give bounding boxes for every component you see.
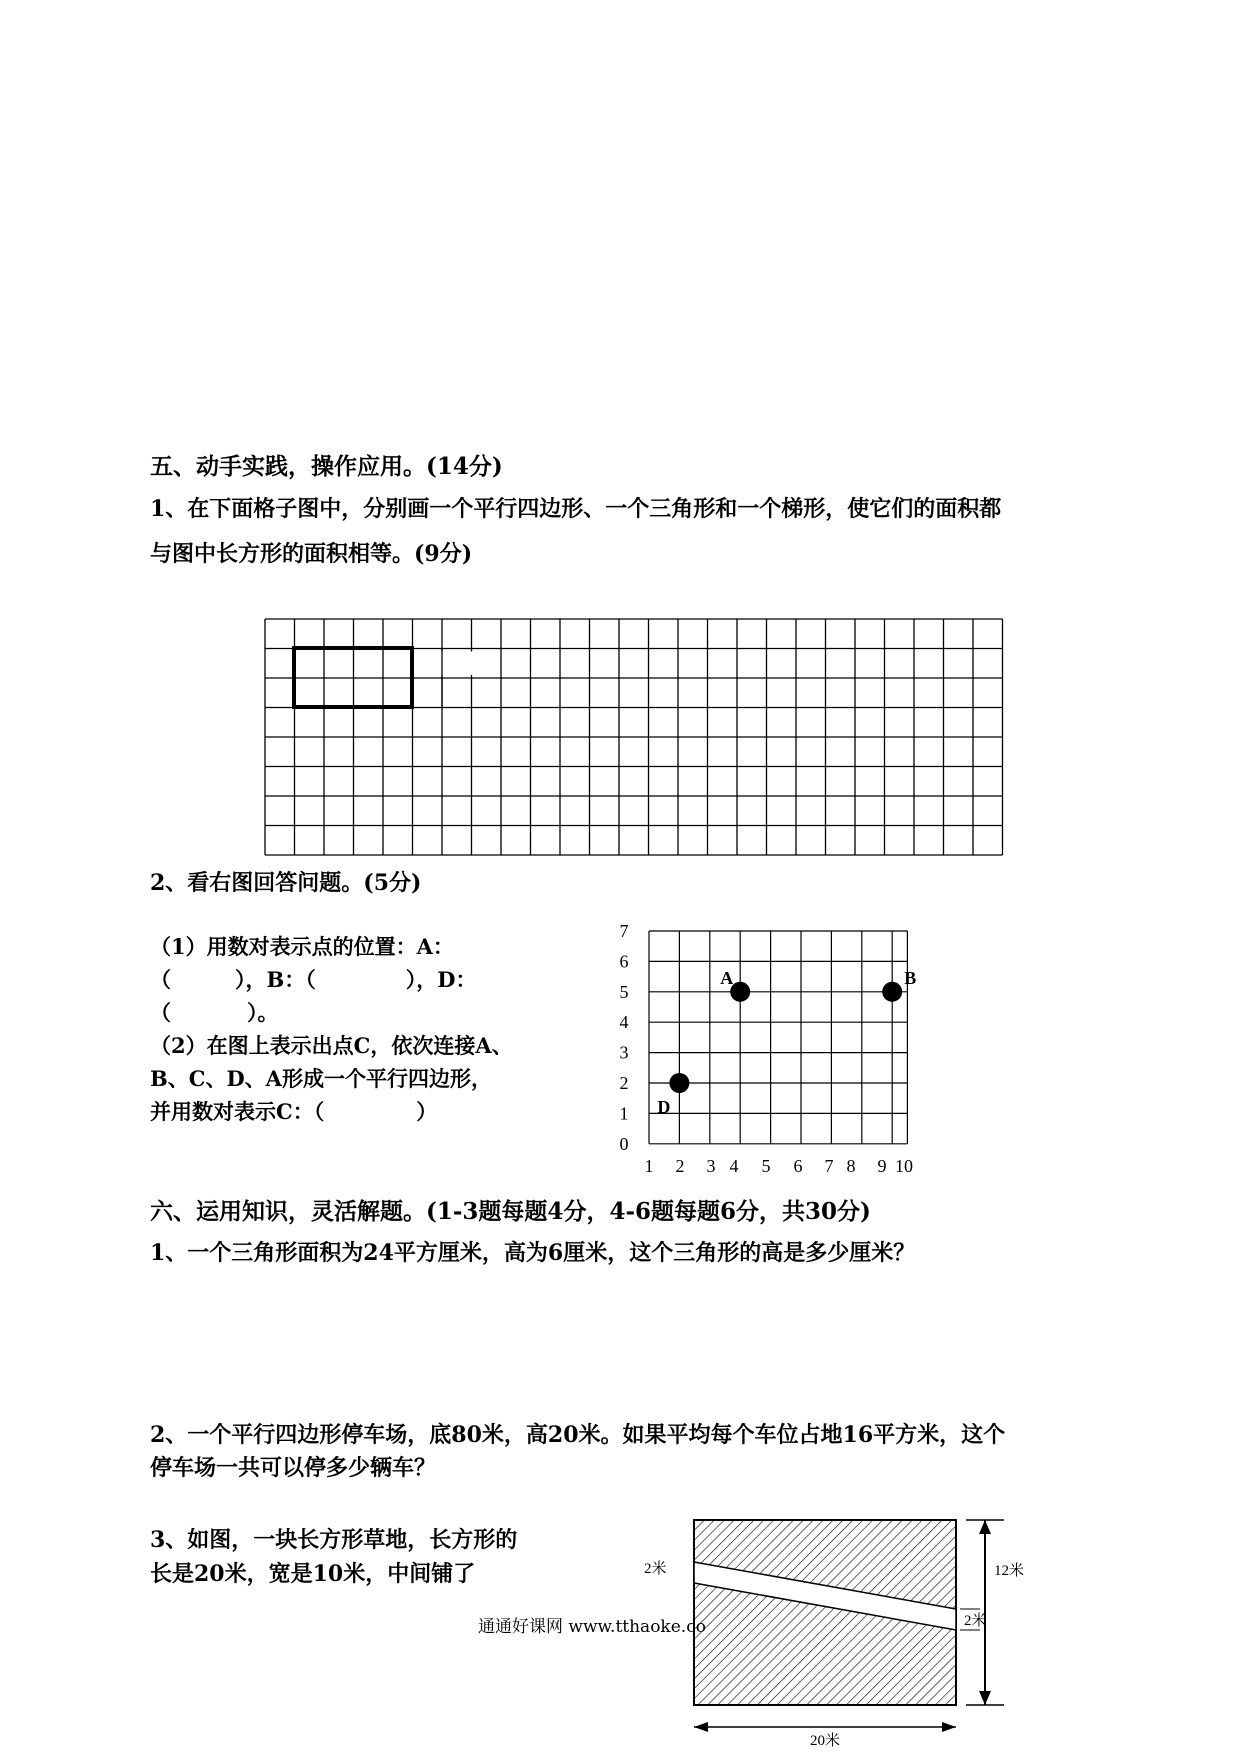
q2-close-paren-c: ） — [416, 1099, 438, 1124]
q2-part2-line2: B、C、D、A形成一个平行四边形， — [150, 1066, 492, 1091]
point-label-b: B — [904, 967, 917, 988]
label-12m: 12米 — [994, 1563, 1025, 1579]
q2-open-paren-a: （ — [150, 967, 171, 992]
arrow-left-icon — [694, 1722, 708, 1732]
section-6-question-3-line-1: 3、如图，一块长方形草地，长方形的 — [150, 1527, 518, 1553]
x-tick-label: 4 — [729, 1155, 739, 1176]
y-tick-label: 6 — [619, 951, 629, 972]
section-6-question-2-line-2: 停车场一共可以停多少辆车？ — [150, 1455, 437, 1481]
coordinate-grid-chart — [600, 900, 940, 1180]
y-tick-label: 1 — [619, 1103, 629, 1124]
y-tick-label: 5 — [619, 981, 629, 1002]
x-tick-label: 3 — [706, 1155, 716, 1176]
y-tick-label: 0 — [619, 1133, 629, 1154]
question-1-line-2: 与图中长方形的面积相等。(9分) — [150, 541, 473, 567]
section-6-question-3-line-2: 长是20米，宽是10米，中间铺了 — [150, 1561, 476, 1587]
plotted-points — [657, 968, 916, 1117]
section-5-title: 五、动手实践，操作应用。(14分) — [150, 453, 503, 480]
arrow-up-icon — [979, 1520, 991, 1534]
label-right-2m: 2米 — [964, 1613, 987, 1629]
label-left-2m: 2米 — [644, 1561, 667, 1577]
q2-open-paren-d: （ — [150, 1000, 171, 1025]
x-tick-label: 9 — [877, 1155, 887, 1176]
question-2-text — [150, 930, 570, 1128]
point-d — [669, 1073, 689, 1093]
y-tick-label: 7 — [619, 921, 629, 941]
question-1-line-1: 1、在下面格子图中，分别画一个平行四边形、一个三角形和一个梯形，使它们的面积都 — [150, 496, 1002, 522]
section-6-question-1: 1、一个三角形面积为24平方厘米，高为6厘米，这个三角形的高是多少厘米？ — [150, 1240, 916, 1266]
section-6-title: 六、运用知识，灵活解题。(1-3题每题4分，4-6题每题6分，共30分) — [150, 1198, 871, 1225]
label-20m: 20米 — [809, 1733, 841, 1749]
q2-close-paren-d: ）。 — [247, 1000, 279, 1025]
q2-b-label: ），B：（ — [235, 967, 316, 992]
question-2-title: 2、看右图回答问题。(5分) — [150, 870, 422, 896]
q2-part1-line1: （1）用数对表示点的位置：A： — [150, 934, 454, 959]
q2-part2-line3: 并用数对表示C：（ — [150, 1099, 325, 1124]
arrow-right-icon — [942, 1722, 956, 1732]
point-label-a: A — [720, 967, 734, 988]
y-axis-ticks — [620, 921, 629, 1154]
footer-watermark: 通通好课网 www.tthaoke.co — [478, 1617, 706, 1637]
coordinate-grid-lines — [649, 931, 907, 1144]
q2-part2-line1: （2）在图上表示出点C，依次连接A、 — [150, 1033, 513, 1058]
y-tick-label: 3 — [619, 1042, 629, 1063]
y-tick-label: 2 — [619, 1073, 629, 1093]
grid-gap — [441, 652, 473, 676]
arrow-down-icon — [979, 1691, 991, 1705]
x-tick-label: 1 — [644, 1155, 654, 1176]
x-tick-label: 10 — [895, 1155, 913, 1176]
point-b — [882, 982, 902, 1002]
x-tick-label: 8 — [846, 1155, 856, 1176]
x-tick-label: 2 — [675, 1155, 685, 1176]
x-tick-label: 5 — [761, 1155, 771, 1176]
y-tick-label: 4 — [619, 1012, 629, 1033]
point-label-d: D — [657, 1097, 671, 1117]
q2-d-label: ），D： — [405, 967, 477, 992]
grid-lines — [265, 619, 1003, 855]
x-tick-label: 6 — [793, 1155, 803, 1176]
section-6-question-2-line-1: 2、一个平行四边形停车场，底80米，高20米。如果平均每个车位占地16平方米，这个 — [150, 1422, 1006, 1448]
x-tick-label: 7 — [824, 1155, 834, 1176]
x-axis-ticks — [645, 1156, 914, 1176]
